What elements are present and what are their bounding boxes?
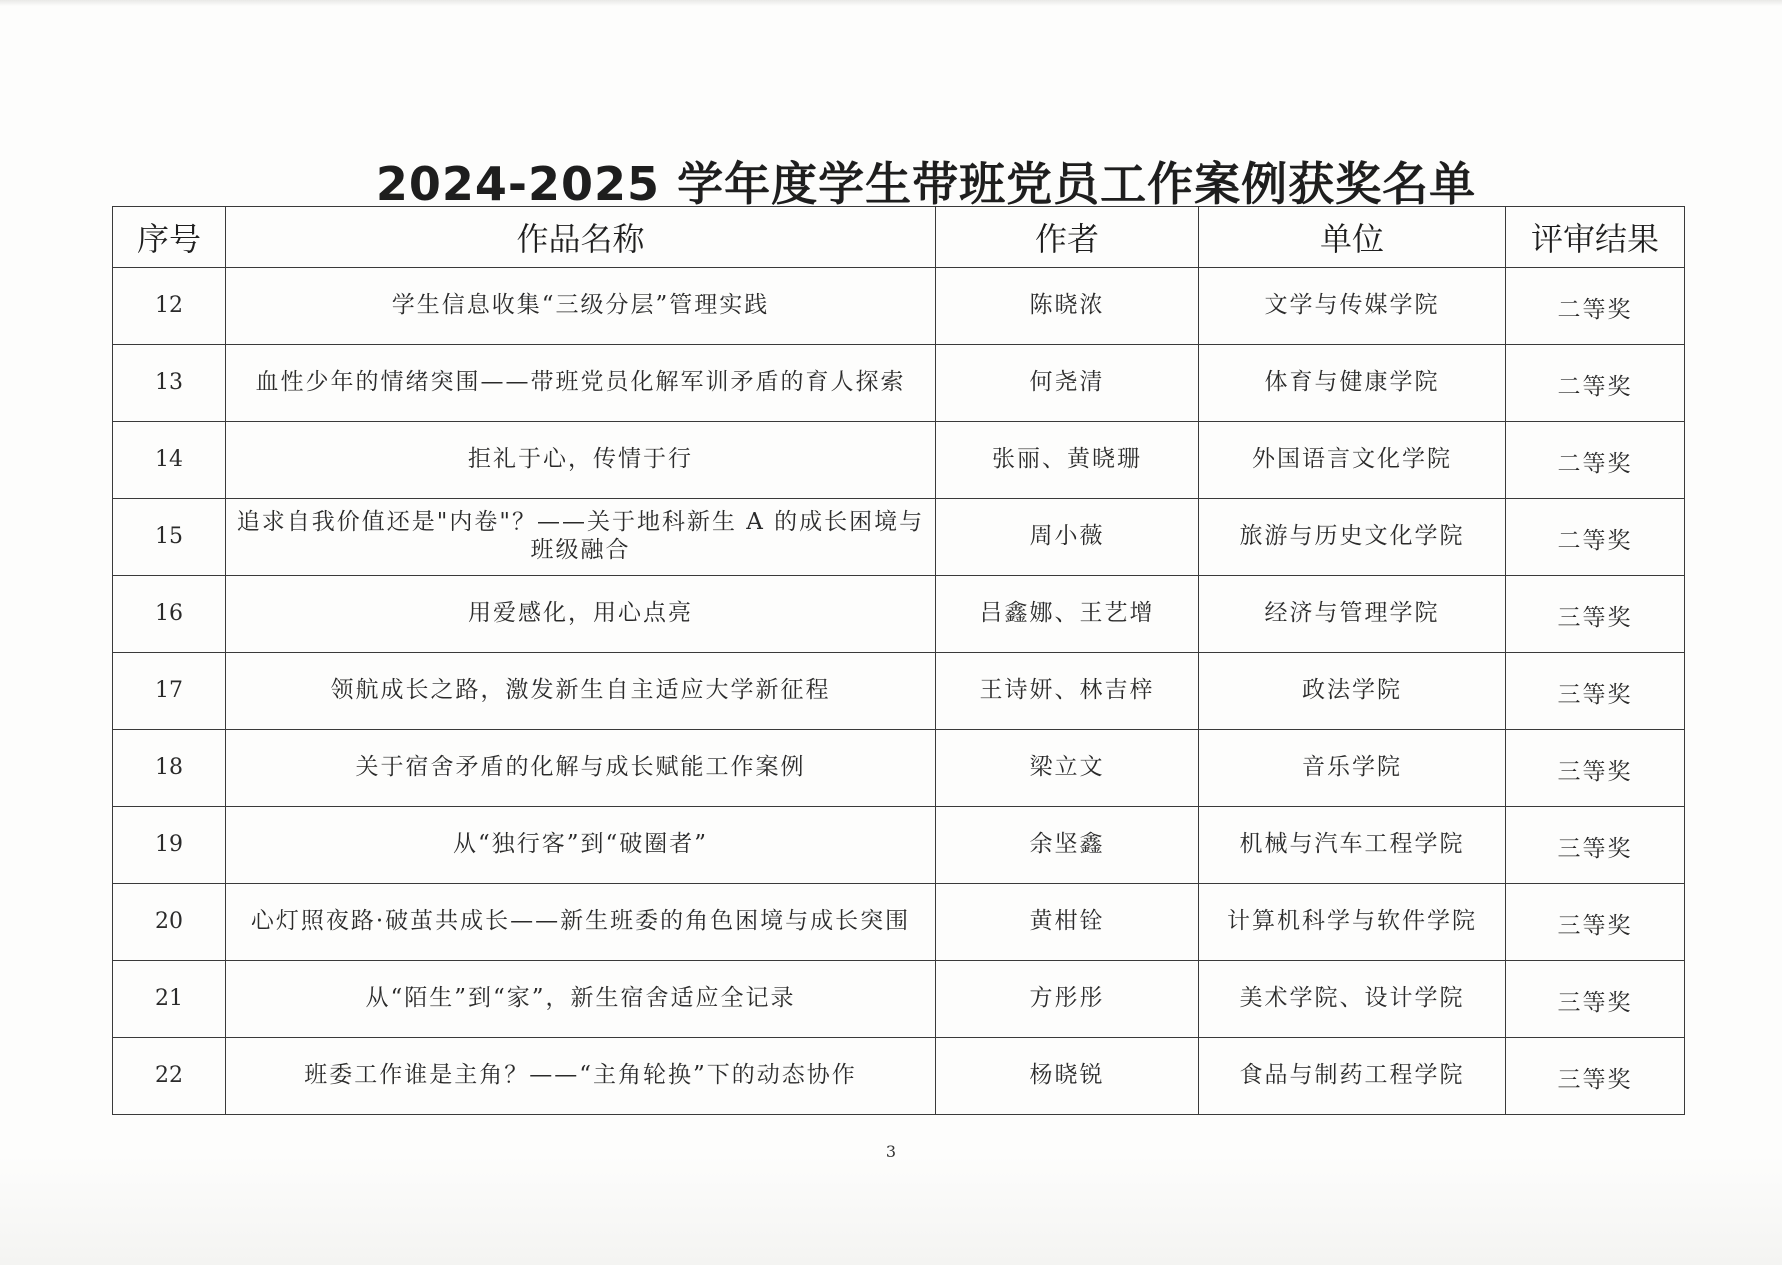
cell-work-title: 班委工作谁是主角？——“主角轮换”下的动态协作: [226, 1038, 936, 1115]
header-unit: 单位: [1199, 207, 1506, 268]
cell-result: 二等奖: [1506, 345, 1685, 422]
table-header-row: [113, 207, 1685, 268]
scan-shadow-top: [0, 0, 1782, 6]
cell-author: 何尧清: [936, 345, 1199, 422]
cell-seq: 14: [113, 422, 226, 499]
cell-result: 三等奖: [1506, 807, 1685, 884]
table-row: [113, 268, 1685, 345]
cell-work-title: 追求自我价值还是"内卷"？——关于地科新生 A 的成长困境与班级融合: [226, 499, 936, 576]
cell-unit: 体育与健康学院: [1199, 345, 1506, 422]
cell-seq: 12: [113, 268, 226, 345]
cell-result: 三等奖: [1506, 576, 1685, 653]
table-row: [113, 576, 1685, 653]
cell-seq: 21: [113, 961, 226, 1038]
cell-result: 三等奖: [1506, 884, 1685, 961]
cell-work-title: 学生信息收集“三级分层”管理实践: [226, 268, 936, 345]
cell-author: 张丽、黄晓珊: [936, 422, 1199, 499]
cell-work-title: 从“陌生”到“家”，新生宿舍适应全记录: [226, 961, 936, 1038]
cell-unit: 政法学院: [1199, 653, 1506, 730]
cell-work-title: 领航成长之路，激发新生自主适应大学新征程: [226, 653, 936, 730]
header-author: 作者: [936, 207, 1199, 268]
cell-result: 三等奖: [1506, 1038, 1685, 1115]
cell-author: 周小薇: [936, 499, 1199, 576]
header-seq: 序号: [113, 207, 226, 268]
cell-author: 吕鑫娜、王艺增: [936, 576, 1199, 653]
cell-unit: 旅游与历史文化学院: [1199, 499, 1506, 576]
header-work-title: 作品名称: [226, 207, 936, 268]
cell-result: 三等奖: [1506, 653, 1685, 730]
cell-author: 王诗妍、林吉梓: [936, 653, 1199, 730]
cell-author: 陈晓浓: [936, 268, 1199, 345]
cell-unit: 文学与传媒学院: [1199, 268, 1506, 345]
cell-result: 三等奖: [1506, 961, 1685, 1038]
page-number: 3: [885, 1142, 897, 1161]
cell-seq: 20: [113, 884, 226, 961]
table-row: [113, 499, 1685, 576]
cell-seq: 16: [113, 576, 226, 653]
cell-author: 黄柑铨: [936, 884, 1199, 961]
cell-work-title: 血性少年的情绪突围——带班党员化解军训矛盾的育人探索: [226, 345, 936, 422]
cell-unit: 美术学院、设计学院: [1199, 961, 1506, 1038]
cell-result: 三等奖: [1506, 730, 1685, 807]
table-row: [113, 730, 1685, 807]
cell-unit: 音乐学院: [1199, 730, 1506, 807]
cell-result: 二等奖: [1506, 499, 1685, 576]
table-row: [113, 653, 1685, 730]
cell-work-title: 拒礼于心，传情于行: [226, 422, 936, 499]
cell-result: 二等奖: [1506, 422, 1685, 499]
cell-work-title: 用爱感化，用心点亮: [226, 576, 936, 653]
cell-seq: 15: [113, 499, 226, 576]
cell-seq: 18: [113, 730, 226, 807]
cell-seq: 19: [113, 807, 226, 884]
scan-shadow-bottom: [0, 1155, 1782, 1265]
cell-author: 梁立文: [936, 730, 1199, 807]
cell-unit: 经济与管理学院: [1199, 576, 1506, 653]
cell-work-title: 从“独行客”到“破圈者”: [226, 807, 936, 884]
award-table: [112, 206, 1685, 1115]
table-row: [113, 345, 1685, 422]
cell-author: 余坚鑫: [936, 807, 1199, 884]
cell-seq: 13: [113, 345, 226, 422]
page-title: 2024-2025 学年度学生带班党员工作案例获奖名单: [375, 157, 1477, 211]
cell-seq: 17: [113, 653, 226, 730]
cell-author: 杨晓锐: [936, 1038, 1199, 1115]
table-row: [113, 961, 1685, 1038]
header-result: 评审结果: [1506, 207, 1685, 268]
table-row: [113, 1038, 1685, 1115]
cell-work-title: 心灯照夜路·破茧共成长——新生班委的角色困境与成长突围: [226, 884, 936, 961]
cell-unit: 食品与制药工程学院: [1199, 1038, 1506, 1115]
table-row: [113, 422, 1685, 499]
cell-unit: 外国语言文化学院: [1199, 422, 1506, 499]
cell-author: 方彤彤: [936, 961, 1199, 1038]
cell-result: 二等奖: [1506, 268, 1685, 345]
cell-unit: 机械与汽车工程学院: [1199, 807, 1506, 884]
table-row: [113, 807, 1685, 884]
cell-seq: 22: [113, 1038, 226, 1115]
cell-work-title: 关于宿舍矛盾的化解与成长赋能工作案例: [226, 730, 936, 807]
cell-unit: 计算机科学与软件学院: [1199, 884, 1506, 961]
table-row: [113, 884, 1685, 961]
